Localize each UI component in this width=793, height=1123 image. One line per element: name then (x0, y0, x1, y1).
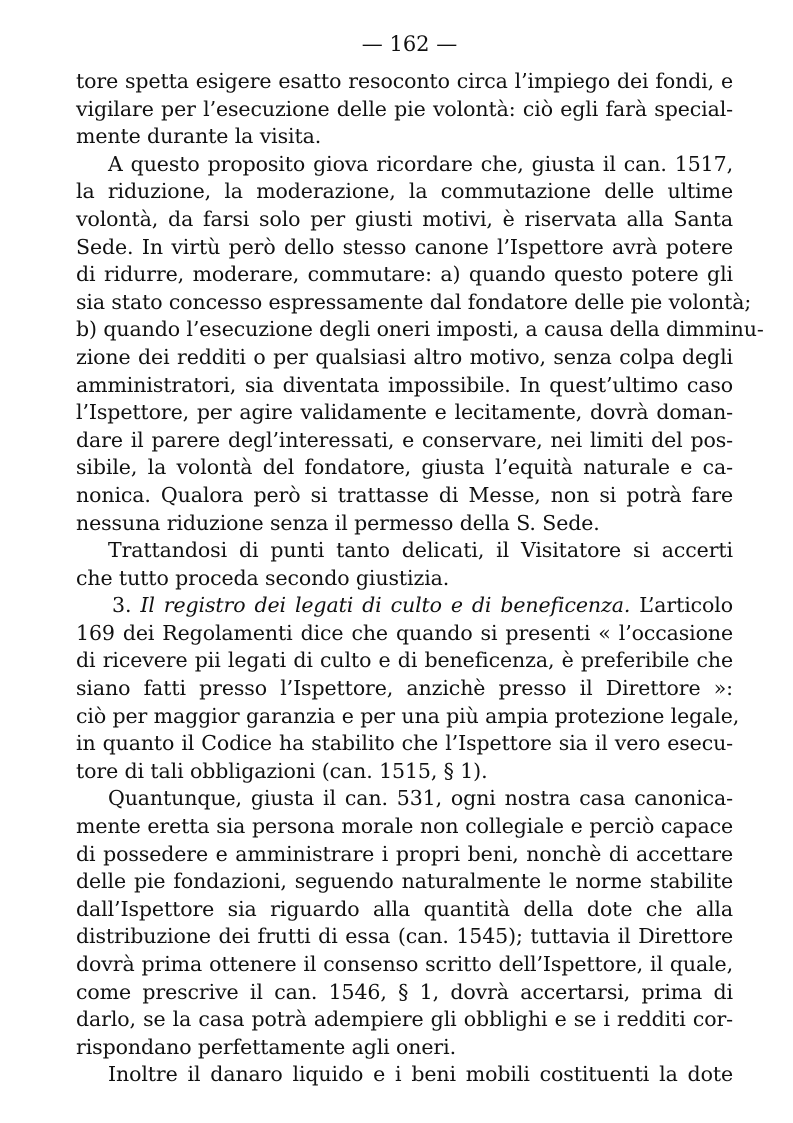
text-line: sibile, la volontà del fondatore, giusta l’equità naturale e ca- (76, 455, 733, 480)
text-line: rispondano perfettamente agli oneri. (76, 1034, 457, 1059)
paragraph-6 (76, 1061, 733, 1089)
text-line: mente durante la visita. (76, 124, 322, 149)
section-number: 3. (112, 593, 132, 618)
text-line: di ridurre, moderare, commutare: a) quando questo potere gli (76, 262, 733, 287)
text-line: di ricevere pii legati di culto e di beneficenza, è preferibile che (76, 648, 733, 673)
text-line: Inoltre il danaro liquido e i beni mobili costituenti la dote (108, 1062, 733, 1087)
section-heading-line (76, 592, 733, 620)
text-line: tore di tali obbligazioni (can. 1515, § 1). (76, 758, 488, 783)
text-line: nonica. Qualora però si trattasse di Messe, non si potrà fare (76, 482, 733, 507)
text-line: dare il parere degl’interessati, e conservare, nei limiti del pos- (76, 427, 733, 452)
text-line: che tutto proceda secondo giustizia. (76, 565, 450, 590)
text-line: volontà, da farsi solo per giusti motivi, è riservata alla Santa (76, 206, 733, 231)
text-line: sia stato concesso espressamente dal fondatore delle pie volontà; (76, 289, 752, 314)
text-line: dall’Ispettore sia riguardo alla quantità della dote che alla (76, 896, 733, 921)
text-line: Quantunque, giusta il can. 531, ogni nostra casa canonica- (108, 786, 733, 811)
text-line: zione dei redditi o per qualsiasi altro motivo, senza colpa degli (76, 344, 733, 369)
text-line: di possedere e amministrare i propri beni, nonchè di accettare (76, 841, 733, 866)
text-line: mente eretta sia persona morale non collegiale e perciò capace (76, 814, 733, 839)
text-line: A questo proposito giova ricordare che, giusta il can. 1517, (108, 151, 733, 176)
text-line: Sede. In virtù però dello stesso canone l’Ispettore avrà potere (76, 234, 733, 259)
text-line: delle pie fondazioni, seguendo naturalmente le norme stabilite (76, 869, 733, 894)
text-line: nessuna riduzione senza il permesso della S. Sede. (76, 510, 600, 535)
text-line: amministratori, sia diventata impossibile. In quest’ultimo caso (76, 372, 733, 397)
paragraph-5 (76, 785, 733, 1061)
text-line: Trattandosi di punti tanto delicati, il Visitatore si accerti (108, 538, 733, 563)
text-line: la riduzione, la moderazione, la commutazione delle ultime (76, 179, 733, 204)
page-number: — 162 — (361, 32, 458, 56)
paragraph-2 (76, 151, 764, 537)
text-line: in quanto il Codice ha stabilito che l’Ispettore sia il vero esecu- (76, 731, 733, 756)
section-title: Il registro dei legati di culto e di beneficenza. (140, 593, 631, 618)
text-line: dovrà prima ottenere il consenso scritto dell’Ispettore, il quale, (76, 952, 733, 976)
text-line: b) quando l’esecuzione degli oneri imposti, a causa della dimminu- (76, 317, 764, 342)
text-line: darlo, se la casa potrà adempiere gli obblighi e se i redditi cor- (76, 1007, 733, 1032)
text-line: come prescrive il can. 1546, § 1, dovrà accertarsi, prima di (76, 979, 733, 1004)
text-line: l’Ispettore, per agire validamente e lecitamente, dovrà doman- (76, 400, 733, 425)
section-3 (76, 592, 740, 785)
paragraph-1 (76, 68, 733, 151)
section-first-line-rest: L’articolo (639, 593, 734, 618)
paragraph-3 (76, 537, 733, 592)
text-line: distribuzione dei frutti di essa (can. 1545); tuttavia il Direttore (76, 924, 733, 949)
text-line: tore spetta esigere esatto resoconto circa l’impiego dei fondi, e (76, 69, 733, 93)
text-line: ciò per maggior garanzia e per una più ampia protezione legale, (76, 703, 740, 728)
text-line: 169 dei Regolamenti dice che quando si presenti « l’occasione (76, 620, 733, 645)
text-line: siano fatti presso l’Ispettore, anzichè presso il Direttore »: (76, 676, 733, 701)
text-line: vigilare per l’esecuzione delle pie volontà: ciò egli farà special- (76, 96, 733, 121)
